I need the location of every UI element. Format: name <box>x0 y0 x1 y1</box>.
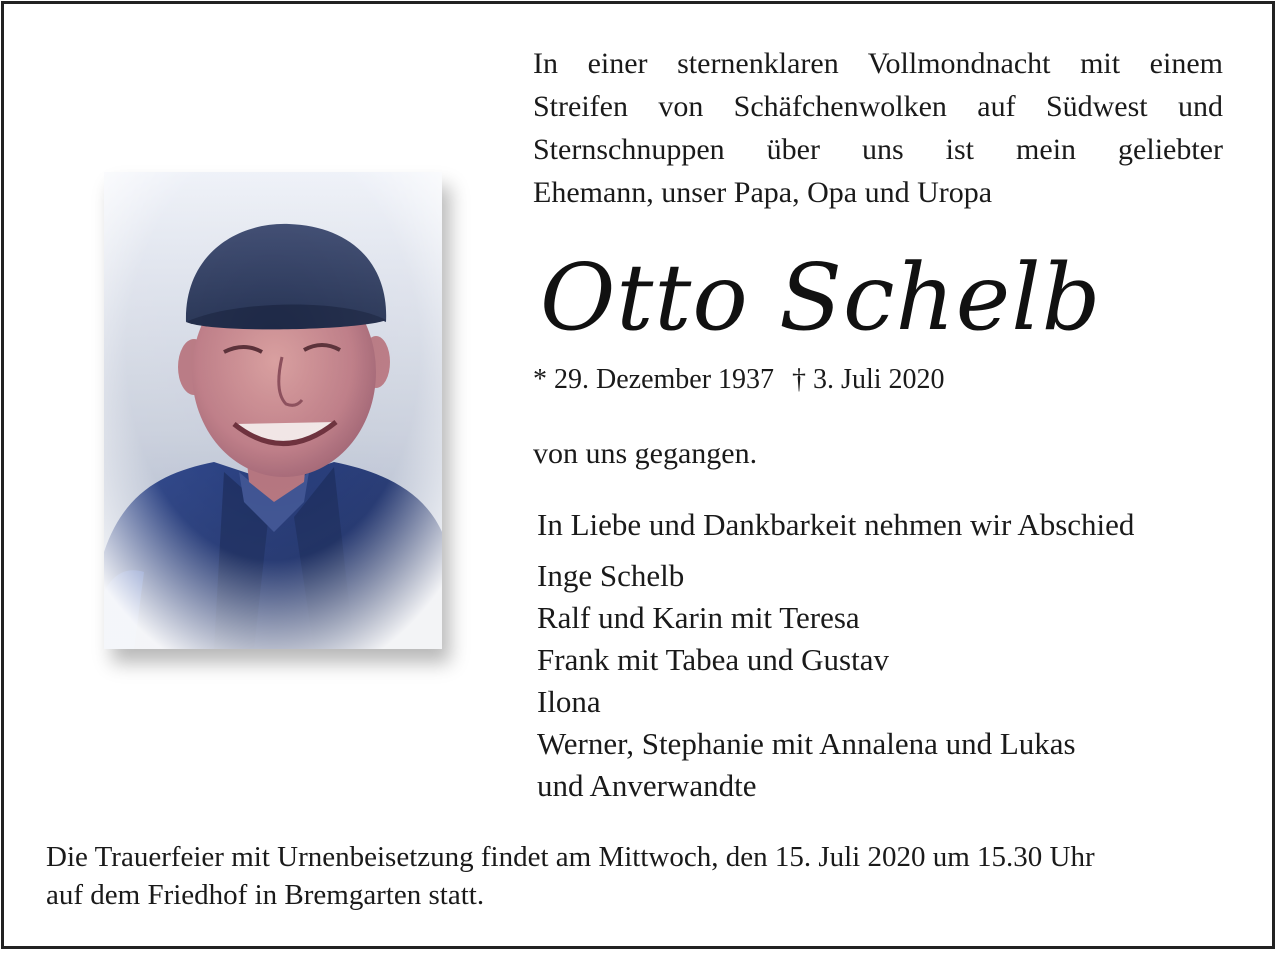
portrait-photo <box>104 172 442 649</box>
list-item: Werner, Stephanie mit Annalena und Lukas <box>537 726 1076 761</box>
service-info <box>46 838 1226 914</box>
intro-line: Ehemann, unser Papa, Opa und Uropa <box>533 176 993 209</box>
birth-date: * 29. Dezember 1937 <box>533 364 775 395</box>
intro-line: Streifen von Schäfchenwolken auf Südwest und <box>533 90 1223 123</box>
list-item: Ilona <box>537 684 601 719</box>
list-item: Inge Schelb <box>537 558 685 593</box>
intro-line: Sternschnuppen über uns ist mein geliebter <box>533 133 1223 166</box>
deceased-name: Otto Schelb <box>540 244 1102 351</box>
service-line: auf dem Friedhof in Bremgarten statt. <box>46 879 485 911</box>
intro-line: In einer sternenklaren Vollmondnacht mit einem <box>533 47 1223 80</box>
mourners-list <box>537 555 1076 807</box>
farewell-text: In Liebe und Dankbarkeit nehmen wir Abschied <box>537 507 1135 542</box>
departed-text: von uns gegangen. <box>533 437 758 470</box>
list-item: Frank mit Tabea und Gustav <box>537 642 889 677</box>
intro-text <box>533 42 1223 214</box>
list-item: und Anverwandte <box>537 768 757 803</box>
list-item: Ralf und Karin mit Teresa <box>537 600 860 635</box>
life-dates <box>533 362 945 398</box>
service-line: Die Trauerfeier mit Urnenbeisetzung findet am Mittwoch, den 15. Juli 2020 um 15.30 Uhr <box>46 841 1095 873</box>
death-date: † 3. Juli 2020 <box>792 364 945 395</box>
